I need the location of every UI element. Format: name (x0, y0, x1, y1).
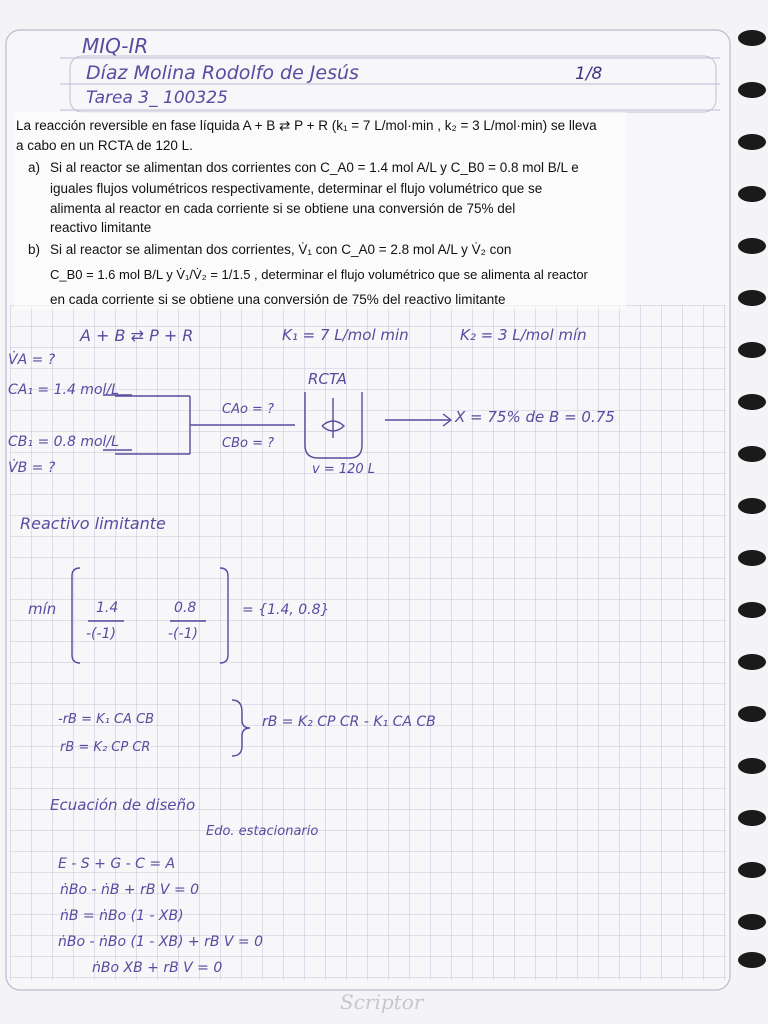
inlet-conc-b: CBo = ? (222, 436, 275, 451)
student-name: Díaz Molina Rodolfo de Jesús (86, 62, 359, 84)
part-b-line-2: C_B0 = 1.6 mol B/L y V̇₁/V̇₂ = 1/1.5 , determinar el flujo volumétrico que se alimenta al reactor (50, 267, 588, 282)
part-b-line-3: en cada corriente si se obtiene una conversión de 75% del reactivo limitante (50, 292, 506, 307)
feed-conc-b: CB₁ = 0.8 mol/L (8, 434, 119, 450)
problem-line-1: La reacción reversible en fase líquida A + B ⇄ P + R (k₁ = 7 L/mol·min , k₂ = 3 L/mol·min) se lleva (16, 118, 597, 133)
problem-statement (0, 0, 768, 320)
part-a-line-4: reactivo limitante (50, 220, 152, 235)
min-operator: mín (28, 600, 57, 618)
inlet-conc-a: CAo = ? (222, 402, 274, 417)
part-a-line-1: Si al reactor se alimentan dos corrientes con C_A0 = 1.4 mol A/L y C_B0 = 0.8 mol B/L e (50, 160, 579, 175)
assignment-title: Tarea 3_ 100325 (86, 88, 228, 108)
mass-balance-b: ṅBo - ṅB + rB V = 0 (60, 882, 200, 898)
steady-state-label: Edo. estacionario (206, 824, 319, 839)
course-code: MIQ-IR (82, 34, 149, 58)
limiting-reactant-title: Reactivo limitante (20, 514, 166, 533)
forward-rate: -rB = K₁ CA CB (58, 712, 155, 727)
min-fraction-1-numerator: 1.4 (96, 600, 119, 616)
min-fraction-2-denominator: -(-1) (168, 626, 198, 642)
molar-flow-b: ṅB = ṅBo (1 - XB) (60, 908, 184, 924)
reactor-volume: v = 120 L (312, 462, 376, 477)
part-b-label: b) (28, 242, 41, 257)
reactor-label: RCTA (308, 370, 347, 388)
conversion-value: X = 75% de B = 0.75 (455, 408, 615, 426)
design-equation-title: Ecuación de diseño (50, 796, 196, 814)
simplified-balance: ṅBo XB + rB V = 0 (92, 960, 223, 976)
min-fraction-1-denominator: -(-1) (86, 626, 116, 642)
scriptor-watermark: Scriptor (340, 990, 424, 1014)
page-number: 1/8 (575, 64, 603, 84)
part-a-line-3: alimenta al reactor en cada corriente si se obtiene una conversión de 75% del (50, 201, 516, 216)
min-result: = {1.4, 0.8} (242, 602, 330, 618)
part-a-line-2: iguales flujos volumétricos respectivamente, determinar el flujo volumétrico que se (50, 181, 543, 196)
flow-b-unknown: V̇B = ? (8, 460, 56, 476)
flow-a-unknown: V̇A = ? (8, 352, 56, 368)
rate-constant-k1: K₁ = 7 L/mol min (282, 326, 409, 344)
mass-balance-general: E - S + G - C = A (58, 856, 176, 872)
feed-conc-a: CA₁ = 1.4 mol/L (8, 382, 119, 398)
part-a-label: a) (28, 160, 41, 175)
min-fraction-2-numerator: 0.8 (174, 600, 197, 616)
reverse-rate: rB = K₂ CP CR (60, 740, 151, 755)
problem-line-2: a cabo en un RCTA de 120 L. (16, 138, 193, 153)
reaction-equation: A + B ⇄ P + R (80, 326, 194, 345)
net-rate: rB = K₂ CP CR - K₁ CA CB (262, 714, 436, 730)
rate-constant-k2: K₂ = 3 L/mol mín (460, 326, 587, 344)
substituted-balance: ṅBo - ṅBo (1 - XB) + rB V = 0 (58, 934, 264, 950)
part-b-line-1: Si al reactor se alimentan dos corrientes, V̇₁ con C_A0 = 2.8 mol A/L y V̇₂ con (50, 242, 512, 257)
